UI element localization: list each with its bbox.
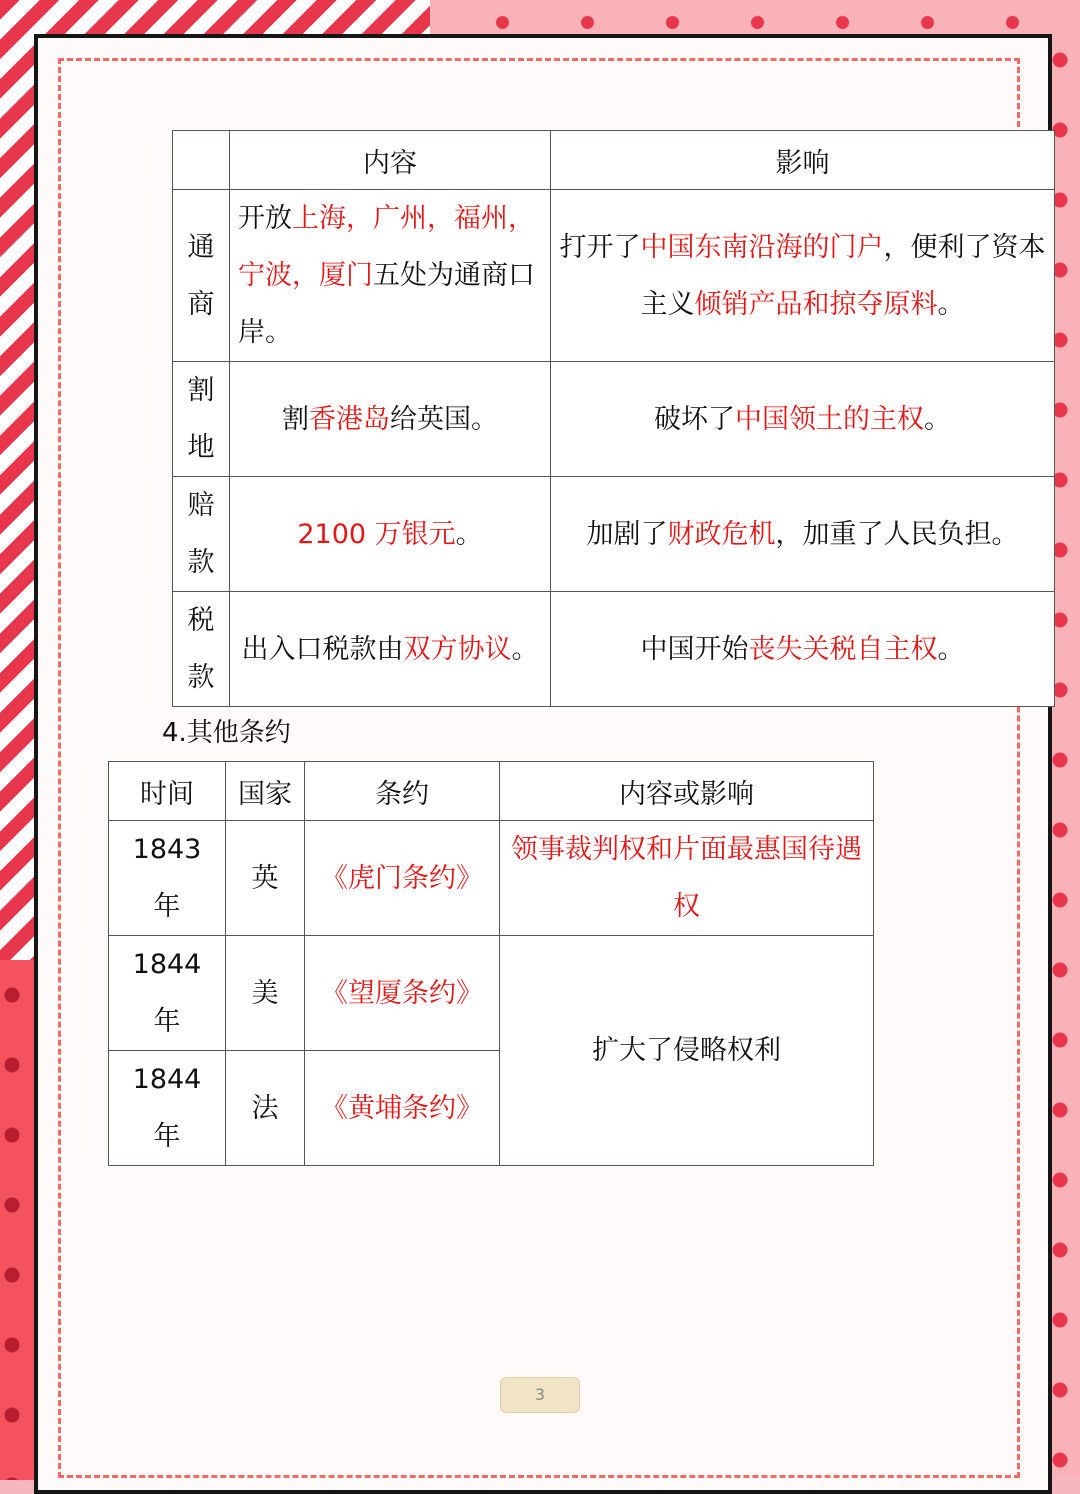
treaty-terms-table <box>172 130 1055 707</box>
page-number: 3 <box>500 1377 580 1413</box>
country-cell: 法 <box>226 1051 305 1166</box>
treaty-cell: 《虎门条约》 <box>305 821 500 936</box>
header-cell <box>173 131 230 190</box>
impact-cell: 破坏了中国领土的主权。 <box>551 362 1055 477</box>
table-row <box>173 477 1055 592</box>
content-cell: 开放上海，广州，福州，宁波，厦门五处为通商口岸。 <box>230 190 551 362</box>
time-cell: 1844 年 <box>109 1051 226 1166</box>
table-row <box>109 936 874 1051</box>
table-row <box>109 821 874 936</box>
row-key: 通 商 <box>173 190 230 362</box>
time-cell: 1844 年 <box>109 936 226 1051</box>
treaty-cell: 《黄埔条约》 <box>305 1051 500 1166</box>
content-cell: 割香港岛给英国。 <box>230 362 551 477</box>
header-cell: 内容 <box>230 131 551 190</box>
row-key: 赔 款 <box>173 477 230 592</box>
treaty-cell: 《望厦条约》 <box>305 936 500 1051</box>
row-key: 税 款 <box>173 592 230 707</box>
content-cell: 2100 万银元。 <box>230 477 551 592</box>
header-cell: 时间 <box>109 762 226 821</box>
other-treaties-table <box>108 761 874 1166</box>
table-header-row <box>173 131 1055 190</box>
impact-cell: 中国开始丧失关税自主权。 <box>551 592 1055 707</box>
table-row <box>173 362 1055 477</box>
header-cell: 影响 <box>551 131 1055 190</box>
time-cell: 1843 年 <box>109 821 226 936</box>
country-cell: 英 <box>226 821 305 936</box>
impact-cell: 加剧了财政危机，加重了人民负担。 <box>551 477 1055 592</box>
table-row <box>173 592 1055 707</box>
table-header-row <box>109 762 874 821</box>
country-cell: 美 <box>226 936 305 1051</box>
impact-cell: 打开了中国东南沿海的门户，便利了资本主义倾销产品和掠夺原料。 <box>551 190 1055 362</box>
effect-cell: 领事裁判权和片面最惠国待遇权 <box>500 821 874 936</box>
table-row <box>173 190 1055 362</box>
effect-cell: 扩大了侵略权利 <box>500 936 874 1166</box>
row-key: 割 地 <box>173 362 230 477</box>
content-cell: 出入口税款由双方协议。 <box>230 592 551 707</box>
header-cell: 国家 <box>226 762 305 821</box>
section-title: 4.其他条约 <box>162 718 291 748</box>
header-cell: 内容或影响 <box>500 762 874 821</box>
header-cell: 条约 <box>305 762 500 821</box>
